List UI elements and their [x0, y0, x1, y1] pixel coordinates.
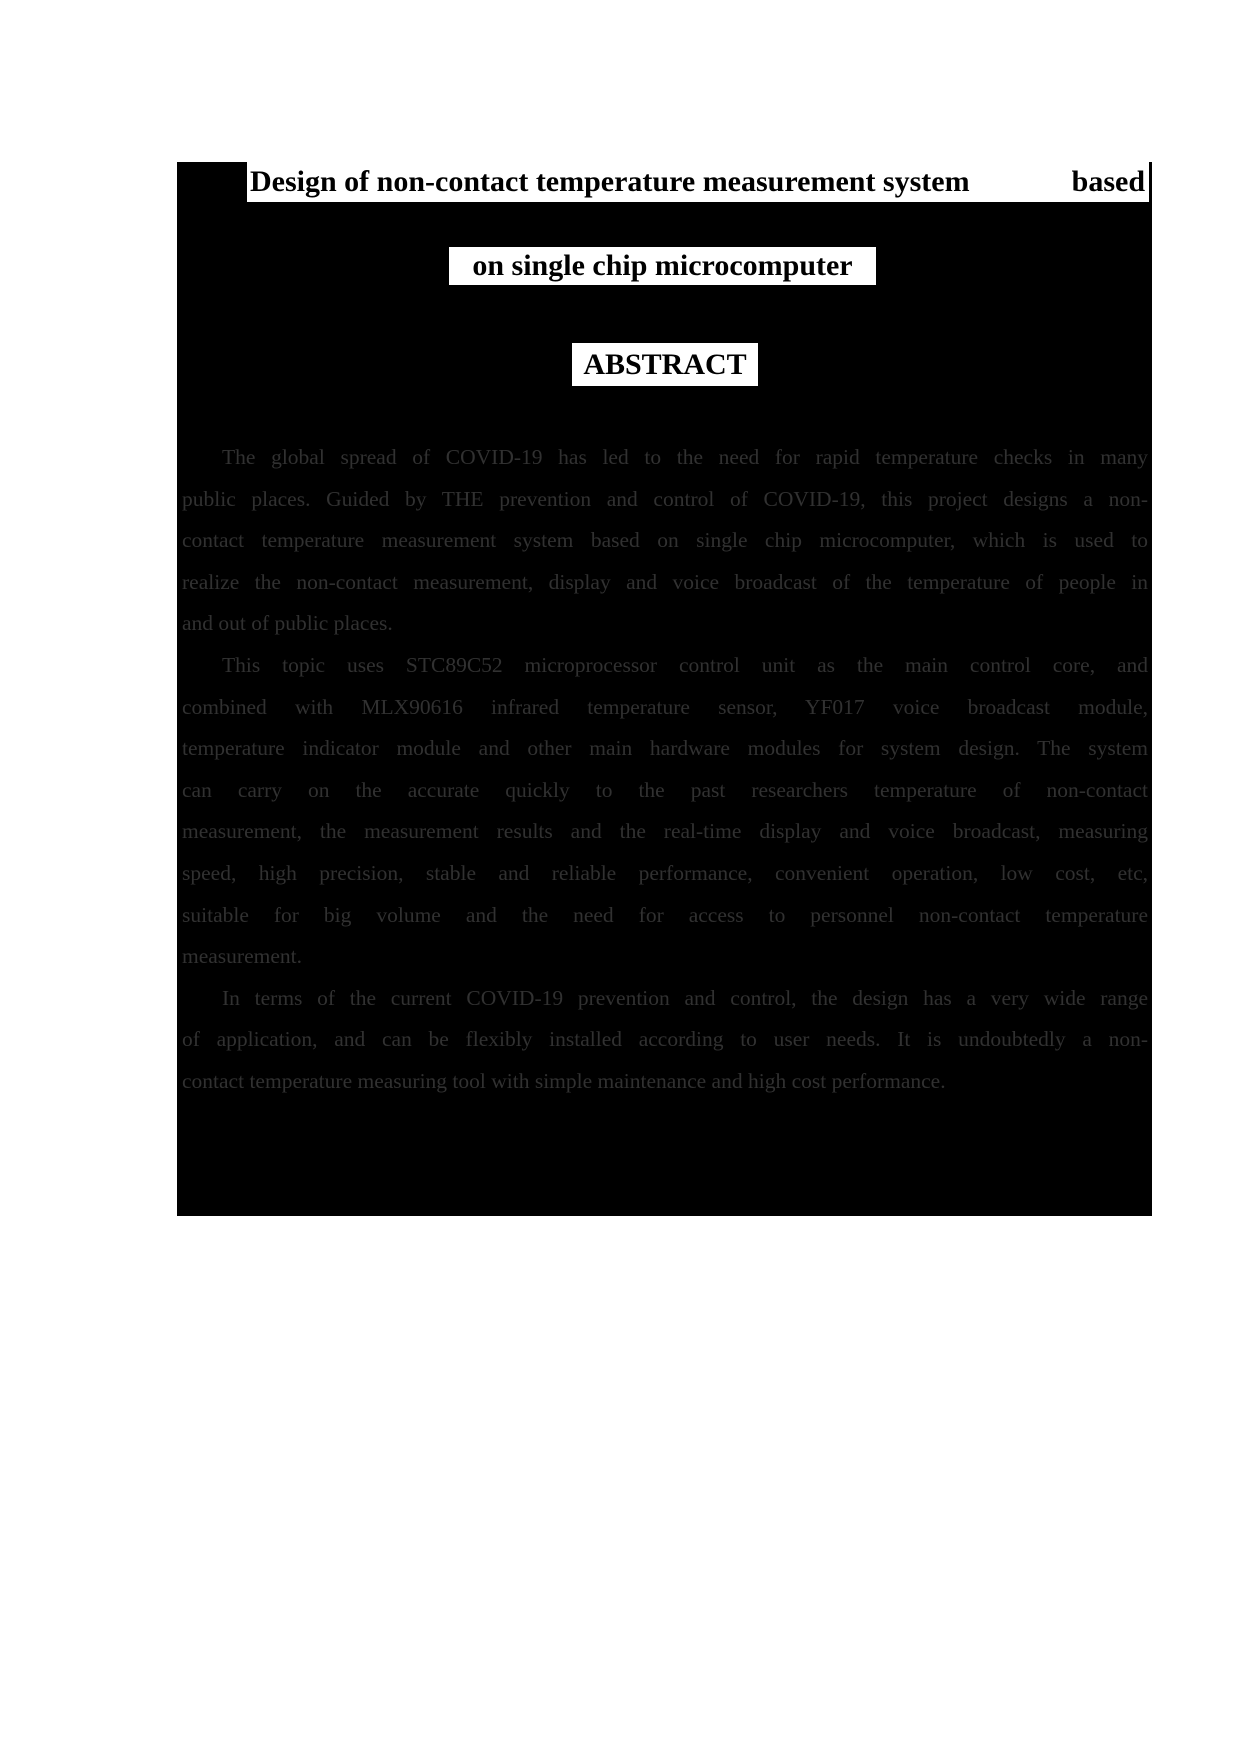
body-line: contact temperature measurement system based on single chip microcomputer, which is used to [182, 528, 1148, 553]
title-line-1 [247, 162, 1149, 202]
body-line: measurement. [182, 944, 302, 969]
body-line: contact temperature measuring tool with simple maintenance and high cost performance. [182, 1068, 946, 1093]
abstract-body [182, 437, 1148, 1103]
body-line: public places. Guided by THE prevention and control of COVID-19, this project designs a non- [182, 486, 1148, 511]
abstract-heading [572, 343, 758, 386]
title-line-1-main: Design of non-contact temperature measurement system [250, 165, 970, 198]
body-line: combined with MLX90616 infrared temperature sensor, YF017 voice broadcast module, [182, 694, 1148, 719]
body-line: This topic uses STC89C52 microprocessor control unit as the main control core, and [222, 652, 1148, 677]
abstract-heading-text: ABSTRACT [583, 348, 747, 381]
body-line: of application, and can be flexibly installed according to user needs. It is undoubtedly a non- [182, 1027, 1148, 1052]
body-line: and out of public places. [182, 611, 393, 636]
body-line: measurement, the measurement results and the real-time display and voice broadcast, measuring [182, 819, 1148, 844]
body-line: realize the non-contact measurement, display and voice broadcast of the temperature of people in [182, 569, 1148, 594]
body-line: In terms of the current COVID-19 prevention and control, the design has a very wide range [222, 985, 1148, 1010]
body-line: temperature indicator module and other main hardware modules for system design. The system [182, 736, 1148, 761]
body-line: speed, high precision, stable and reliable performance, convenient operation, low cost, etc, [182, 860, 1148, 885]
body-line: suitable for big volume and the need for access to personnel non-contact temperature [182, 902, 1148, 927]
content-block [177, 162, 1152, 1216]
body-line: The global spread of COVID-19 has led to the need for rapid temperature checks in many [222, 445, 1148, 469]
title-line-2 [449, 247, 876, 285]
title-line-1-tail: based [1071, 165, 1145, 198]
title-line-2-text: on single chip microcomputer [472, 249, 853, 282]
body-line: can carry on the accurate quickly to the past researchers temperature of non-contact [182, 777, 1148, 802]
